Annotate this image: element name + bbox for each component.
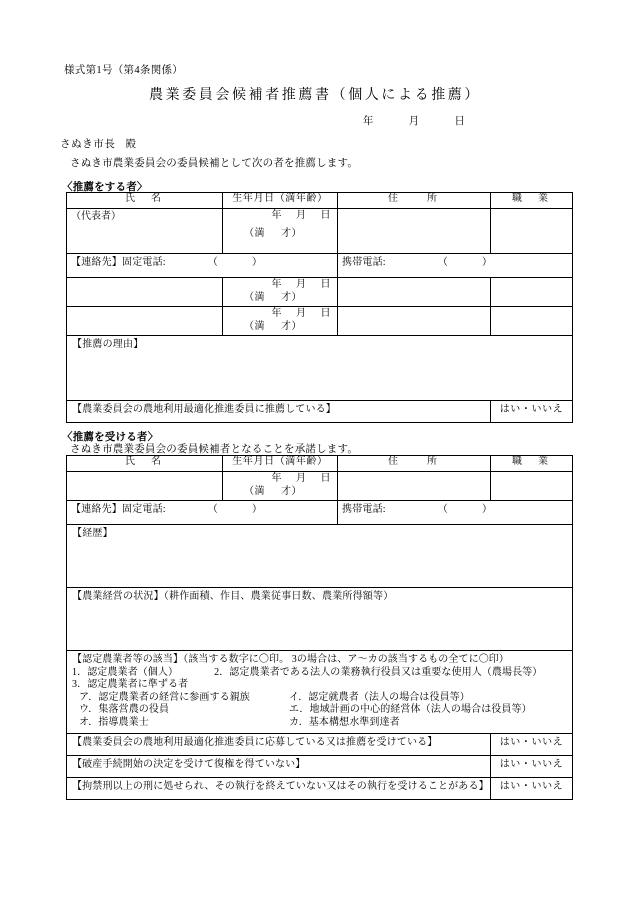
landline-paren-open: （	[207, 504, 218, 515]
address-cell[interactable]	[338, 278, 491, 307]
representative-label: （代表者）	[71, 211, 121, 222]
reason-row	[67, 336, 573, 401]
mobile-paren-open: （	[437, 504, 448, 515]
month-label: 月	[296, 473, 307, 484]
birthdate-ymd-line	[227, 210, 331, 223]
occupation-cell[interactable]	[491, 472, 573, 501]
year-label: 年	[271, 279, 282, 290]
recommender-table	[66, 192, 573, 423]
landline-cell[interactable]	[67, 254, 338, 278]
name-cell[interactable]	[67, 278, 223, 307]
eligibility-line-a-i	[72, 692, 567, 705]
occupation-cell[interactable]	[491, 307, 573, 336]
management-status-cell[interactable]	[67, 588, 573, 651]
mobile-cell[interactable]	[338, 254, 573, 278]
day-label: 日	[320, 210, 331, 221]
eligibility-item-1[interactable]: 1．認定農業者（個人）	[72, 666, 179, 678]
birthdate-cell[interactable]	[223, 278, 338, 307]
management-status-label: 【農業経営の状況】（耕作面積、作目、農業従事日数、農業所得額等）	[72, 591, 394, 602]
birthdate-cell[interactable]	[223, 472, 338, 501]
eligibility-sub-o[interactable]: オ．指導農業士	[79, 716, 149, 728]
column-header-address: 住 所	[338, 456, 491, 472]
age-close-label: 才）	[281, 227, 302, 239]
landline-label: 【連絡先】固定電話:	[71, 504, 166, 515]
date-entry-line	[0, 113, 630, 128]
addressee-honorific: 殿	[125, 139, 137, 150]
age-open-label: （満	[244, 291, 265, 303]
recommendation-reason-label: 【推薦の理由】	[72, 339, 144, 350]
mobile-label: 携帯電話:	[342, 257, 386, 268]
age-line	[227, 486, 331, 499]
year-label: 年	[271, 210, 282, 221]
recommendee-table	[66, 455, 573, 800]
eligibility-heading: 【認定農業者等の該当】（該当する数字に〇印。 3の場合は、ア～カの該当するもの全てに〇印）	[72, 654, 509, 665]
age-line	[227, 321, 331, 334]
eligibility-item-2[interactable]: 2．認定農業者である法人の業務執行役員又は重要な使用人（農場長等）	[214, 666, 543, 678]
career-label: 【経歴】	[72, 528, 113, 539]
eligibility-sub-i[interactable]: イ．認定就農者（法人の場合は役員等）	[289, 691, 470, 703]
column-header-name: 氏 名	[67, 193, 223, 209]
representative-name-cell[interactable]	[67, 209, 223, 254]
intro-text-recommendee: さぬき市農業委員会の委員候補者となることを承諾します。	[70, 444, 359, 455]
column-header-occupation: 職 業	[491, 193, 573, 209]
question-row	[67, 778, 573, 800]
recommendation-reason-cell[interactable]	[67, 336, 573, 401]
intro-text-recommender: さぬき市農業委員会の委員候補として次の者を推薦します。	[70, 158, 359, 169]
eligibility-sub-e[interactable]: エ．地域計画の中心的経営体（法人の場合は役員等）	[289, 704, 532, 715]
contact-row	[67, 501, 573, 525]
column-header-birthdate: 生年月日（満年齢）	[223, 456, 338, 472]
management-row	[67, 588, 573, 651]
eligibility-item-3[interactable]: 3．認定農業者に準ずる者	[72, 679, 189, 690]
table-header-row	[67, 193, 573, 209]
birthdate-ymd-line	[227, 473, 331, 486]
mobile-cell[interactable]	[338, 501, 573, 525]
date-day-label: 日	[454, 116, 465, 127]
table-row	[67, 209, 573, 254]
question-text: 【破産手続開始の決定を受けて復権を得ていない】	[67, 756, 491, 778]
month-label: 月	[296, 279, 307, 290]
age-open-label: （満	[244, 485, 265, 497]
landline-label: 【連絡先】固定電話:	[71, 257, 166, 268]
birthdate-cell[interactable]	[223, 209, 338, 254]
age-close-label: 才）	[281, 485, 302, 497]
question-answer[interactable]: はい・いいえ	[491, 734, 573, 756]
question-answer[interactable]: はい・いいえ	[491, 756, 573, 778]
question-text: 【拘禁刑以上の刑に処せられ、その執行を終えていない又はその執行を受けることがある】	[67, 778, 491, 800]
landline-paren-close: ）	[251, 504, 263, 515]
contact-row	[67, 254, 573, 278]
year-label: 年	[271, 473, 282, 484]
birthdate-ymd-line	[227, 308, 331, 321]
addressee	[60, 136, 137, 151]
career-cell[interactable]	[67, 525, 573, 588]
age-close-label: 才）	[281, 320, 302, 332]
age-close-label: 才）	[281, 291, 302, 303]
eligibility-sub-u[interactable]: ウ．集落営農の役員	[79, 704, 170, 715]
column-header-occupation: 職 業	[491, 456, 573, 472]
name-cell[interactable]	[67, 307, 223, 336]
eligibility-row	[67, 651, 573, 734]
month-label: 月	[296, 210, 307, 221]
year-label: 年	[271, 308, 282, 319]
occupation-cell[interactable]	[491, 209, 573, 254]
occupation-cell[interactable]	[491, 278, 573, 307]
landline-paren-close: ）	[251, 257, 263, 268]
promotion-question-row	[67, 401, 573, 423]
section-label-recommender: 〈推薦をする者〉	[62, 182, 148, 193]
promotion-question-text: 【農業委員会の農地利用最適化推進委員に推薦している】	[67, 401, 491, 423]
section-label-recommendee: 〈推薦を受ける者〉	[62, 432, 159, 443]
eligibility-line-u-e	[72, 704, 567, 717]
mobile-paren-open: （	[437, 257, 448, 268]
eligibility-line-o-ka	[72, 717, 567, 730]
promotion-question-answer[interactable]: はい・いいえ	[491, 401, 573, 423]
column-header-birthdate: 生年月日（満年齢）	[223, 193, 338, 209]
table-row	[67, 278, 573, 307]
day-label: 日	[320, 473, 331, 484]
age-open-label: （満	[244, 320, 265, 332]
age-open-label: （満	[244, 227, 265, 239]
question-row	[67, 756, 573, 778]
column-header-name: 氏 名	[67, 456, 223, 472]
birthdate-cell[interactable]	[223, 307, 338, 336]
day-label: 日	[320, 279, 331, 290]
eligibility-cell[interactable]	[67, 651, 573, 734]
day-label: 日	[320, 308, 331, 319]
date-month-label: 月	[408, 116, 420, 127]
age-line	[227, 223, 331, 241]
mobile-paren-close: ）	[481, 257, 493, 268]
date-year-label: 年	[362, 116, 374, 127]
month-label: 月	[296, 308, 307, 319]
table-row	[67, 307, 573, 336]
eligibility-line-1	[72, 667, 567, 680]
column-header-address: 住 所	[338, 193, 491, 209]
form-number: 様式第1号（第4条関係）	[64, 65, 184, 76]
addressee-name: さぬき市長	[60, 139, 116, 150]
mobile-label: 携帯電話:	[342, 504, 386, 515]
career-row	[67, 525, 573, 588]
mobile-paren-close: ）	[481, 504, 493, 515]
eligibility-sub-a[interactable]: ア．認定農業者の経営に参画する親族	[79, 691, 250, 703]
table-header-row	[67, 456, 573, 472]
eligibility-sub-ka[interactable]: カ．基本構想水準到達者	[289, 716, 400, 728]
landline-cell[interactable]	[67, 501, 338, 525]
question-text: 【農業委員会の農地利用最適化推進委員に応募している又は推薦を受けている】	[67, 734, 491, 756]
table-row	[67, 472, 573, 501]
birthdate-ymd-line	[227, 279, 331, 292]
question-answer[interactable]: はい・いいえ	[491, 778, 573, 800]
address-cell[interactable]	[338, 472, 491, 501]
name-cell[interactable]	[67, 472, 223, 501]
landline-paren-open: （	[207, 257, 218, 268]
age-line	[227, 292, 331, 305]
question-row	[67, 734, 573, 756]
address-cell[interactable]	[338, 307, 491, 336]
address-cell[interactable]	[338, 209, 491, 254]
page-title: 農業委員会候補者推薦書（個人による推薦）	[149, 88, 481, 103]
